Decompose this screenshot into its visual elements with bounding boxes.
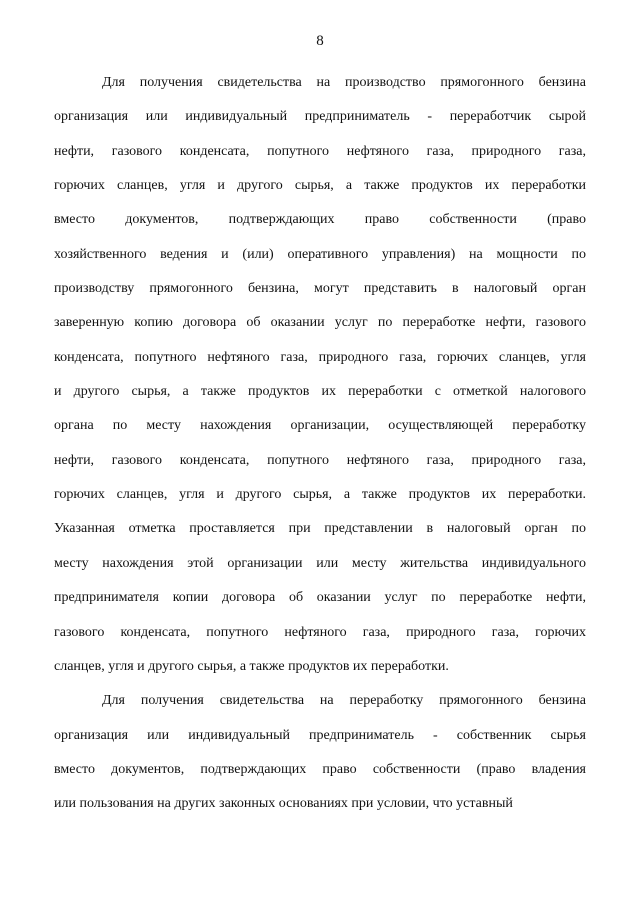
- text-line: хозяйственного ведения и (или) оперативного управления) на мощности по: [54, 246, 586, 262]
- text-line: вместо документов, подтверждающих право собственности (право: [54, 212, 586, 228]
- text-line: производству прямогонного бензина, могут представить в налоговый орган: [54, 281, 586, 297]
- text-line: сланцев, угля и другого сырья, а также продуктов их переработки.: [54, 658, 449, 674]
- document-body: [54, 66, 586, 822]
- text-line: организация или индивидуальный предприниматель - переработчик сырой: [54, 109, 586, 125]
- paragraph: [54, 684, 586, 821]
- page-number: 8: [316, 33, 324, 49]
- text-line: нефти, газового конденсата, попутного нефтяного газа, природного газа,: [54, 143, 586, 159]
- text-line: органа по месту нахождения организации, осуществляющей переработку: [54, 418, 586, 434]
- text-line: нефти, газового конденсата, попутного нефтяного газа, природного газа,: [54, 452, 586, 468]
- text-line: вместо документов, подтверждающих право собственности (право владения: [54, 761, 586, 777]
- text-line: организация или индивидуальный предприниматель - собственник сырья: [54, 727, 586, 743]
- text-line: Для получения свидетельства на производство прямогонного бензина: [102, 75, 586, 90]
- text-line: Для получения свидетельства на переработку прямогонного бензина: [102, 693, 586, 709]
- text-line: горючих сланцев, угля и другого сырья, а также продуктов их переработки: [54, 178, 586, 194]
- text-line: заверенную копию договора об оказании услуг по переработке нефти, газового: [54, 315, 586, 331]
- text-line: Указанная отметка проставляется при представлении в налоговый орган по: [54, 521, 586, 537]
- text-line: газового конденсата, попутного нефтяного газа, природного газа, горючих: [54, 624, 586, 640]
- text-line: и другого сырья, а также продуктов их переработки с отметкой налогового: [54, 384, 586, 400]
- text-line: конденсата, попутного нефтяного газа, природного газа, горючих сланцев, угля: [54, 349, 586, 365]
- text-line: месту нахождения этой организации или месту жительства индивидуального: [54, 555, 586, 571]
- text-line: или пользования на других законных основаниях при условии, что уставный: [54, 796, 513, 812]
- paragraph: [54, 66, 586, 684]
- text-line: горючих сланцев, угля и другого сырья, а также продуктов их переработки.: [54, 487, 586, 503]
- text-line: предпринимателя копии договора об оказании услуг по переработке нефти,: [54, 590, 586, 606]
